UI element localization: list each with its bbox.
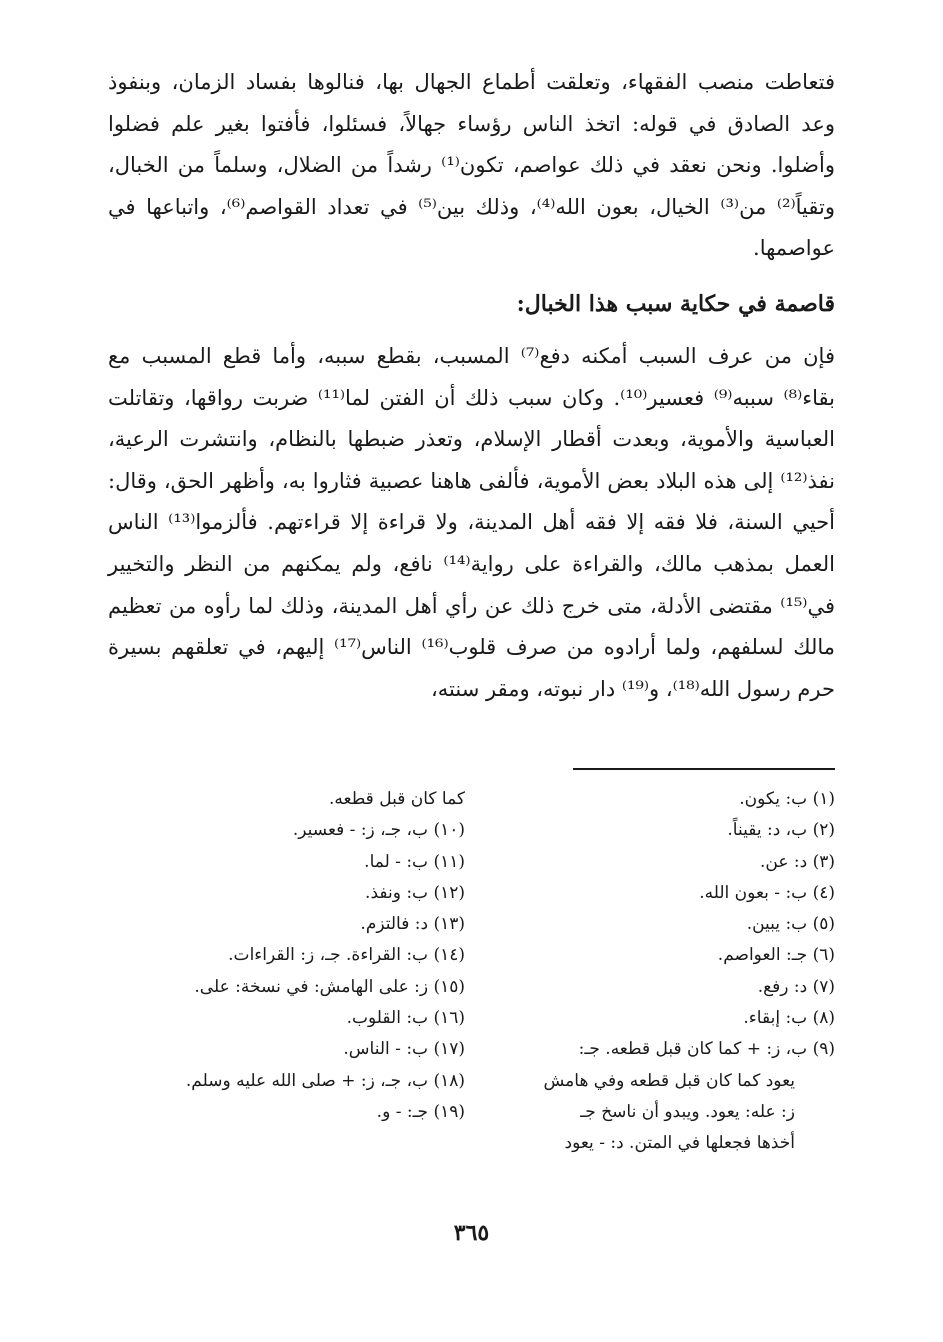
footnote-14: (١٤) ب: القراءة. جـ، ز: القراءات.	[228, 945, 465, 966]
footnotes-column-left	[165, 784, 465, 1194]
footnote-9-continuation-1: يعود كما كان قبل قطعه وفي هامش	[543, 1070, 795, 1091]
footnote-18: (١٨) ب، جـ، ز: + صلى الله عليه وسلم.	[185, 1070, 465, 1091]
footnote-3: (٣) د: عن.	[759, 851, 835, 872]
main-text	[108, 62, 835, 710]
page-number: ٣٦٥	[453, 1220, 490, 1246]
footnote-9-continuation-3: أخذها فجعلها في المتن. د: - يعود	[564, 1133, 795, 1154]
footnote-16: (١٦) ب: القلوب.	[346, 1008, 465, 1029]
footnote-9: (٩) ب، ز: + كما كان قبل قطعه. جـ:	[578, 1039, 835, 1060]
footnote-9-continuation-2: ز: عله: يعود. ويبدو أن ناسخ جـ	[580, 1101, 795, 1122]
footnote-11: (١١) ب: - لما.	[364, 851, 465, 872]
footnote-13: (١٣) د: فالتزم.	[360, 914, 465, 935]
footnote-1: (١) ب: يكون.	[739, 789, 835, 809]
footnote-15: (١٥) ز: على الهامش: في نسخة: على.	[194, 976, 465, 997]
footnote-12: (١٢) ب: ونفذ.	[365, 882, 465, 903]
footnote-8: (٨) ب: إبقاء.	[743, 1008, 835, 1029]
footnote-7: (٧) د: رفع.	[757, 976, 835, 997]
footnote-19: (١٩) جـ: - و.	[376, 1101, 465, 1122]
footnote-17: (١٧) ب: - الناس.	[343, 1039, 465, 1060]
footnote-9-end: كما كان قبل قطعه.	[329, 789, 465, 809]
section-heading: قاصمة في حكاية سبب هذا الخبال:	[516, 290, 835, 317]
footnote-4: (٤) ب: - بعون الله.	[699, 882, 835, 903]
footnote-5: (٥) ب: يبين.	[746, 914, 835, 935]
footnote-separator	[573, 768, 835, 770]
paragraph-2: فإن من عرف السبب أمكنه دفع⁽⁷⁾ المسبب، بقطع سببه، وأما قطع المسبب مع بقاء⁽⁸⁾ سببه⁽⁹⁾ فعسير⁽¹⁰⁾. وكان سبب ذلك أن الفتن لما⁽¹¹⁾ ضربت رواقها، وتقاتلت العباسية والأموية، وبعدت أقطار الإسلام، وتعذر ضبطها بالنظام، وانتشرت الرعية، نفذ⁽¹²⁾ إلى هذه البلاد بعض الأموية، فألفى هاهنا عصبية فثاروا به، وأظهر الحق، وقال: أحيي السنة، فلا فقه إلا فقه أهل المدينة، ولا قراءة إلا قراءتهم. فألزموا⁽¹³⁾ الناس العمل بمذهب مالك، والقراءة على رواية⁽¹⁴⁾ نافع، ولم يمكنهم من النظر والتخيير في⁽¹⁵⁾ مقتضى الأدلة، متى خرج ذلك عن رأي أهل المدينة، وذلك لما رأوه من تعظيم مالك لسلفهم، ولما أرادوه من صرف قلوب⁽¹⁶⁾ الناس⁽¹⁷⁾ إليهم، في تعلقهم بسيرة حرم رسول الله⁽¹⁸⁾، و⁽¹⁹⁾ دار نبوته، ومقر سنته،	[108, 343, 836, 701]
footnotes	[108, 784, 835, 1194]
footnote-6: (٦) جـ: العواصم.	[717, 945, 835, 966]
footnote-10: (١٠) ب، جـ، ز: - فعسير.	[292, 820, 465, 841]
footnote-2: (٢) ب، د: يقيناً.	[727, 820, 835, 841]
footnotes-column-right	[503, 784, 835, 1194]
paragraph-1: فتعاطت منصب الفقهاء، وتعلقت أطماع الجهال بها، فنالوها بفساد الزمان، وبنفوذ وعد الصادق في قوله: اتخذ الناس رؤساء جهالاً، فسئلوا، فأفتوا بغير علم فضلوا وأضلوا. ونحن نعقد في ذلك عواصم، تكون⁽¹⁾ رشداً من الضلال، وسلماً من الخبال، وتقياً⁽²⁾ من⁽³⁾ الخيال، بعون الله⁽⁴⁾، وذلك بين⁽⁵⁾ في تعداد القواصم⁽⁶⁾، واتباعها في عواصمها.	[108, 70, 835, 261]
